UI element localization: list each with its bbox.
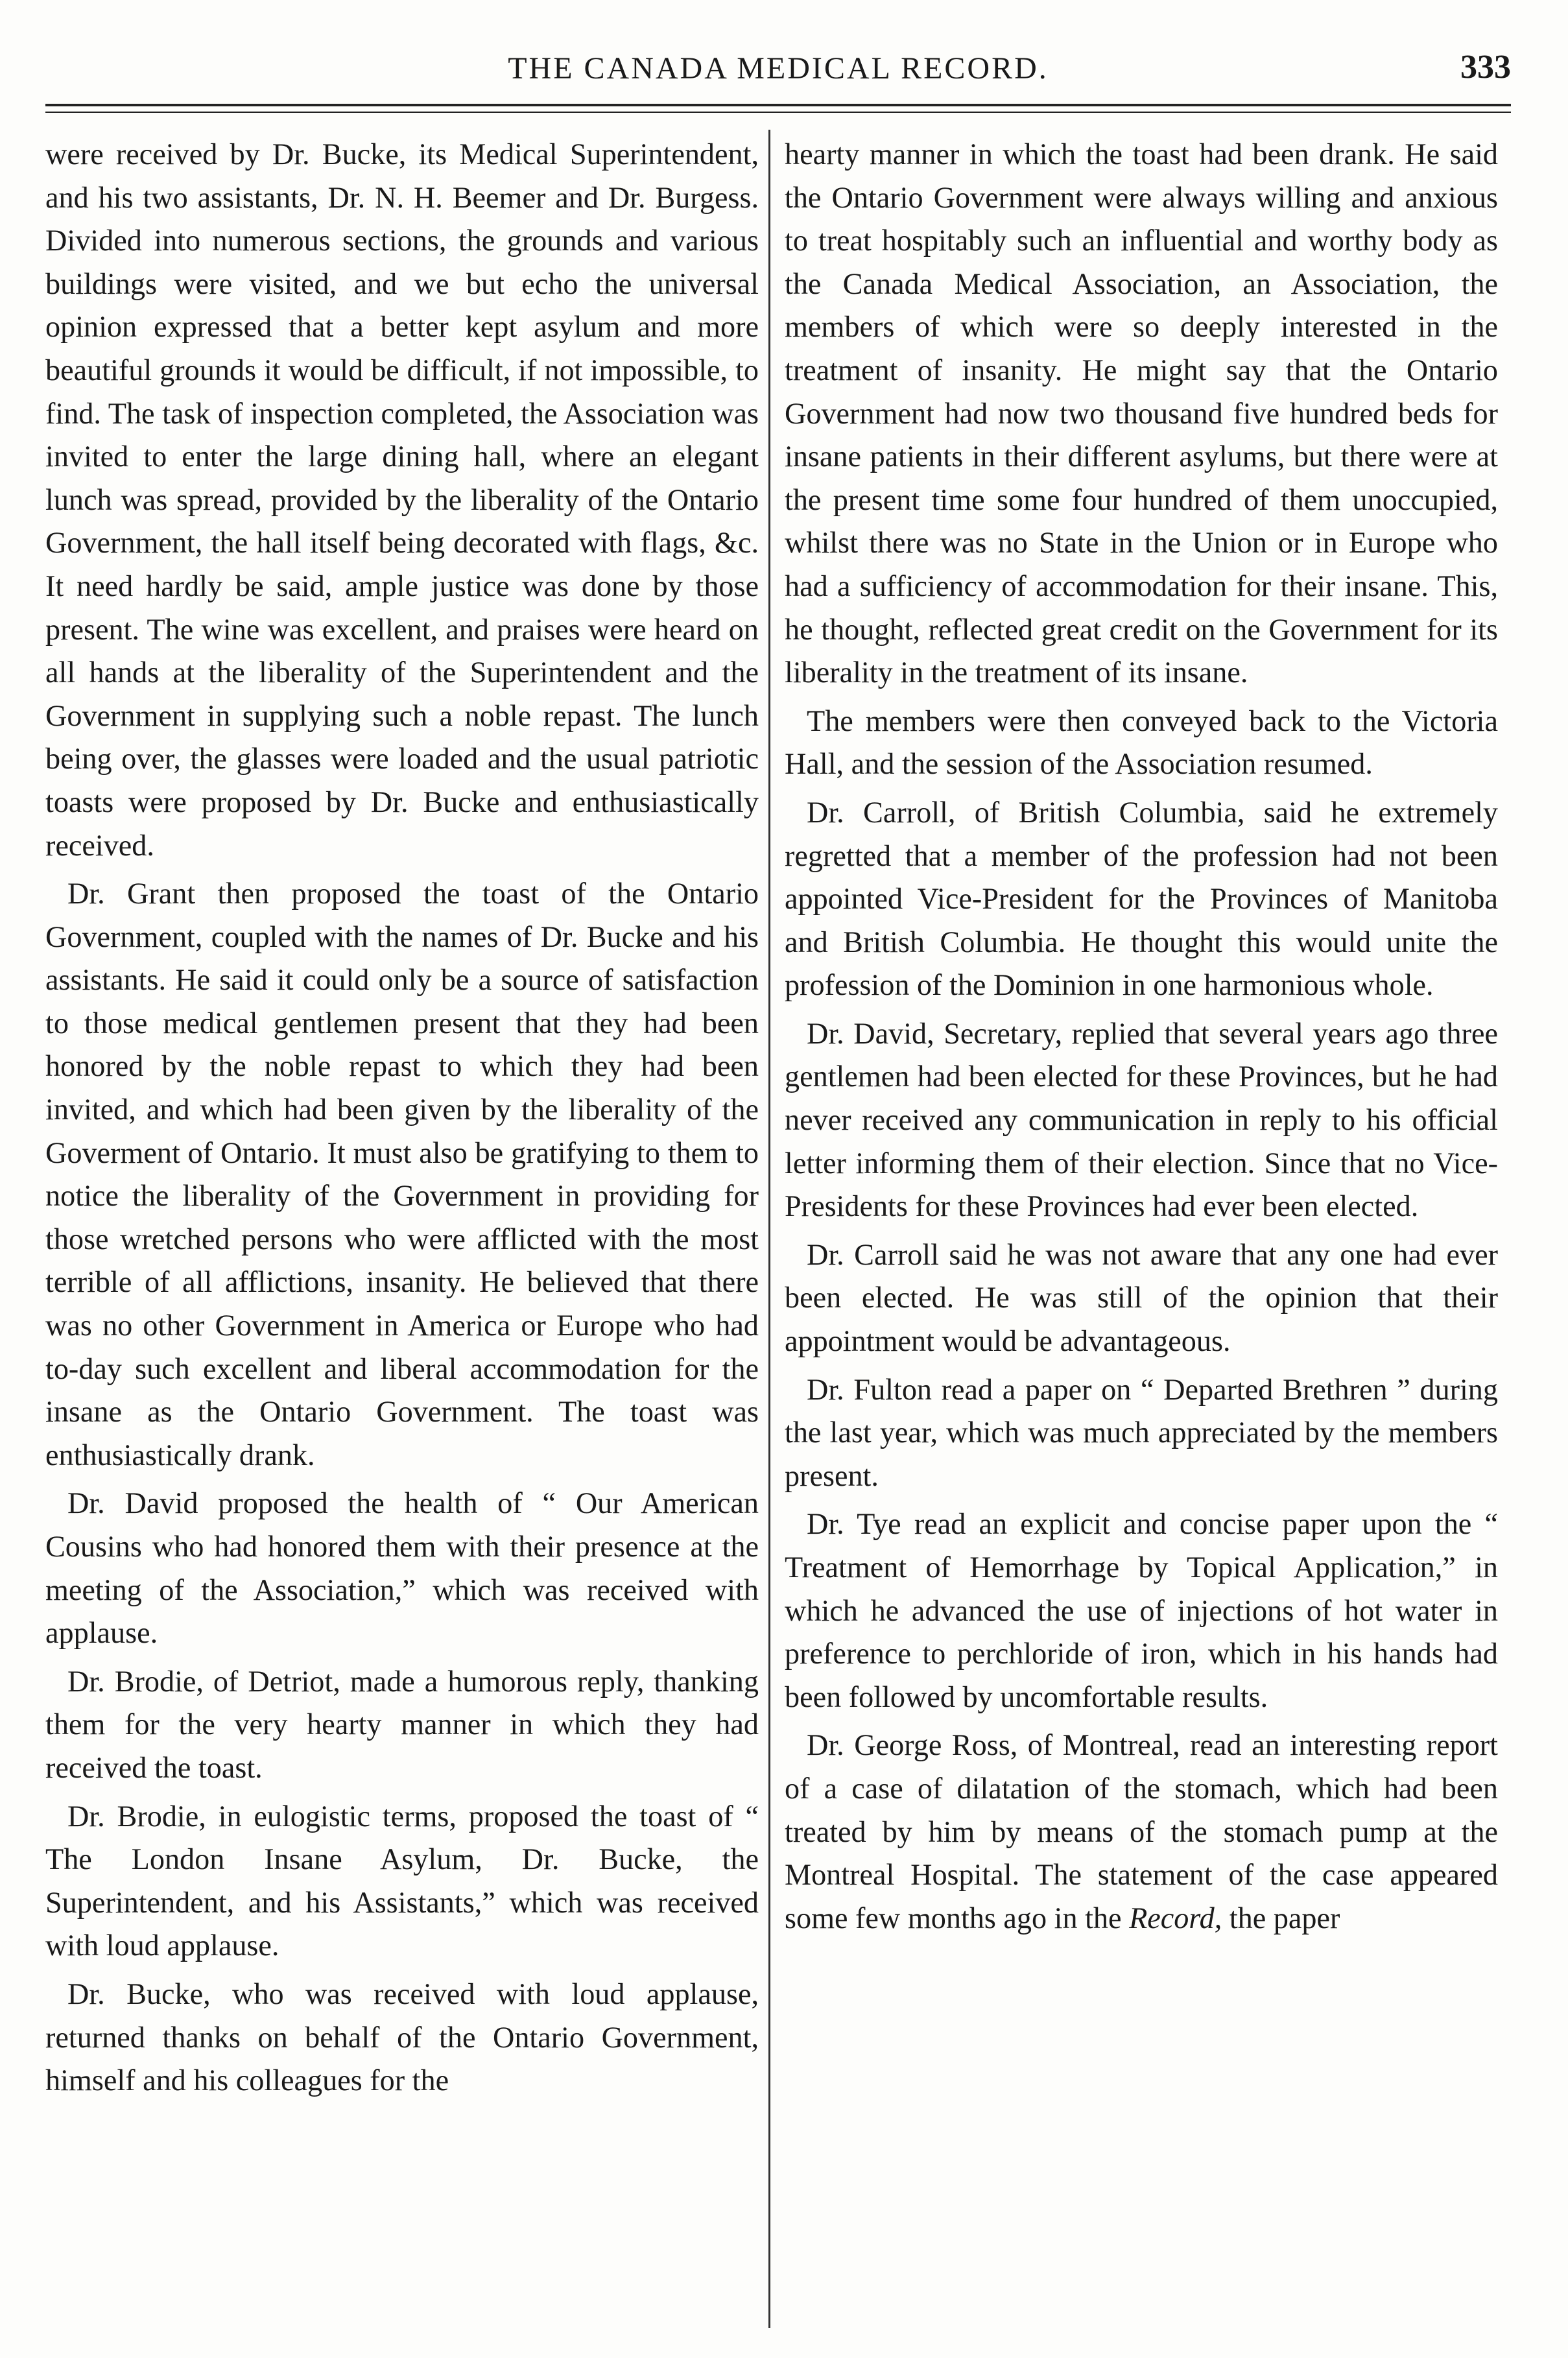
paragraph: Dr. Fulton read a paper on “ Departed Brethren ” during the last year, which was much appreciated by the members present. bbox=[785, 1372, 1498, 1492]
page-header bbox=[45, 39, 1511, 91]
paragraph: Dr. Tye read an explicit and concise paper upon the “ Treatment of Hemorrhage by Topical Application,” in which he advanced the use of injections of hot water in preference to perchloride of iron, which in his hands had been followed by uncomfortable results. bbox=[785, 1507, 1498, 1713]
paragraph bbox=[785, 1724, 1498, 1940]
journal-title-italic: Record, bbox=[1129, 1901, 1222, 1935]
paragraph: Dr. Carroll said he was not aware that any one had ever been elected. He was still of the opinion that their appointment would be advantageous. bbox=[785, 1237, 1498, 1358]
paragraph: Dr. Grant then proposed the toast of the Ontario Government, coupled with the names of Dr. Bucke and his assistants. He said it could only be a source of satisfaction to those medical gentlemen present that they had been honored by the noble repast to which they had been invited, and which had been given by the liberality of the Goverment of Ontario. It must also be gratifying to them to notice the liberality of the Government in providing for those wretched persons who were afflicted with the most terrible of all afflictions, insanity. He believed that there was no other Government in America or Europe who had to-day such excellent and liberal accommodation for the insane as the Ontario Government. The toast was enthusiastically drank. bbox=[45, 877, 759, 1471]
header-rule bbox=[45, 104, 1511, 106]
paragraph: Dr. David proposed the health of “ Our American Cousins who had honored them with their presence at the meeting of the Association,” which was received with applause. bbox=[45, 1486, 759, 1650]
paragraph: Dr. Bucke, who was received with loud applause, returned thanks on behalf of the Ontario Government, himself and his colleagues for the bbox=[45, 1977, 759, 2097]
running-title: THE CANADA MEDICAL RECORD. bbox=[508, 51, 1049, 86]
page-number: 333 bbox=[1460, 49, 1511, 86]
paragraph: Dr. David, Secretary, replied that several years ago three gentlemen had been elected for these Provinces, but he had never received any communication in reply to his official letter informing them of their election. Since that no Vice-Presidents for these Provinces had ever been elected. bbox=[785, 1016, 1498, 1223]
paragraph: hearty manner in which the toast had been drank. He said the Ontario Government were always willing and anxious to treat hospitably such an influential and worthy body as the Canada Medical Association, an Association, the members of which were so deeply interested in the treatment of insanity. He might say that the Ontario Government had now two thousand five hundred beds for insane patients in their different asylums, but there were at the present time some four hundred of them unoccupied, whilst there was no State in the Union or in Europe who had a sufficiency of accommodation for their insane. This, he thought, reflected great credit on the Government for its liberality in the treatment of its insane. bbox=[785, 137, 1498, 689]
paragraph: Dr. Carroll, of British Columbia, said he extremely regretted that a member of the profession had not been appointed Vice-President for the Provinces of Manitoba and British Columbia. He thought this would unite the profession of the Dominion in one harmonious whole. bbox=[785, 795, 1498, 1002]
left-column bbox=[45, 133, 759, 2325]
paragraph: Dr. Brodie, in eulogistic terms, proposed the toast of “ The London Insane Asylum, Dr. Bucke, the Superintendent, and his Assistants,” which was received with loud applause. bbox=[45, 1799, 759, 1962]
paragraph: Dr. Brodie, of Detriot, made a humorous reply, thanking them for the very hearty manner in which they had received the toast. bbox=[45, 1664, 759, 1784]
header-rule-thin bbox=[45, 112, 1511, 113]
paragraph: were received by Dr. Bucke, its Medical Superintendent, and his two assistants, Dr. N. H. Beemer and Dr. Burgess. Divided into numerous sections, the grounds and various buildings were visited, and we but echo the universal opinion expressed that a better kept asylum and more beautiful grounds it would be difficult, if not impossible, to find. The task of inspection completed, the Association was invited to enter the large dining hall, where an elegant lunch was spread, provided by the liberality of the Ontario Government, the hall itself being decorated with flags, &c. It need hardly be said, ample justice was done by those present. The wine was excellent, and praises were heard on all hands at the liberality of the Superintendent and the Government in supplying such a noble repast. The lunch being over, the glasses were loaded and the usual patriotic toasts were proposed by Dr. Bucke and enthusiastically received. bbox=[45, 137, 759, 862]
paragraph: The members were then conveyed back to the Victoria Hall, and the session of the Association resumed. bbox=[785, 704, 1498, 781]
paragraph-tail: the paper bbox=[1222, 1901, 1340, 1935]
right-column bbox=[785, 133, 1498, 2325]
paragraph-text: Dr. George Ross, of Montreal, read an interesting report of a case of dilatation of the stomach, which had been treated by him by means of the stomach pump at the Montreal Hospital. The statement of the case appeared some few months ago in the bbox=[785, 1728, 1498, 1935]
column-divider bbox=[768, 130, 770, 2328]
